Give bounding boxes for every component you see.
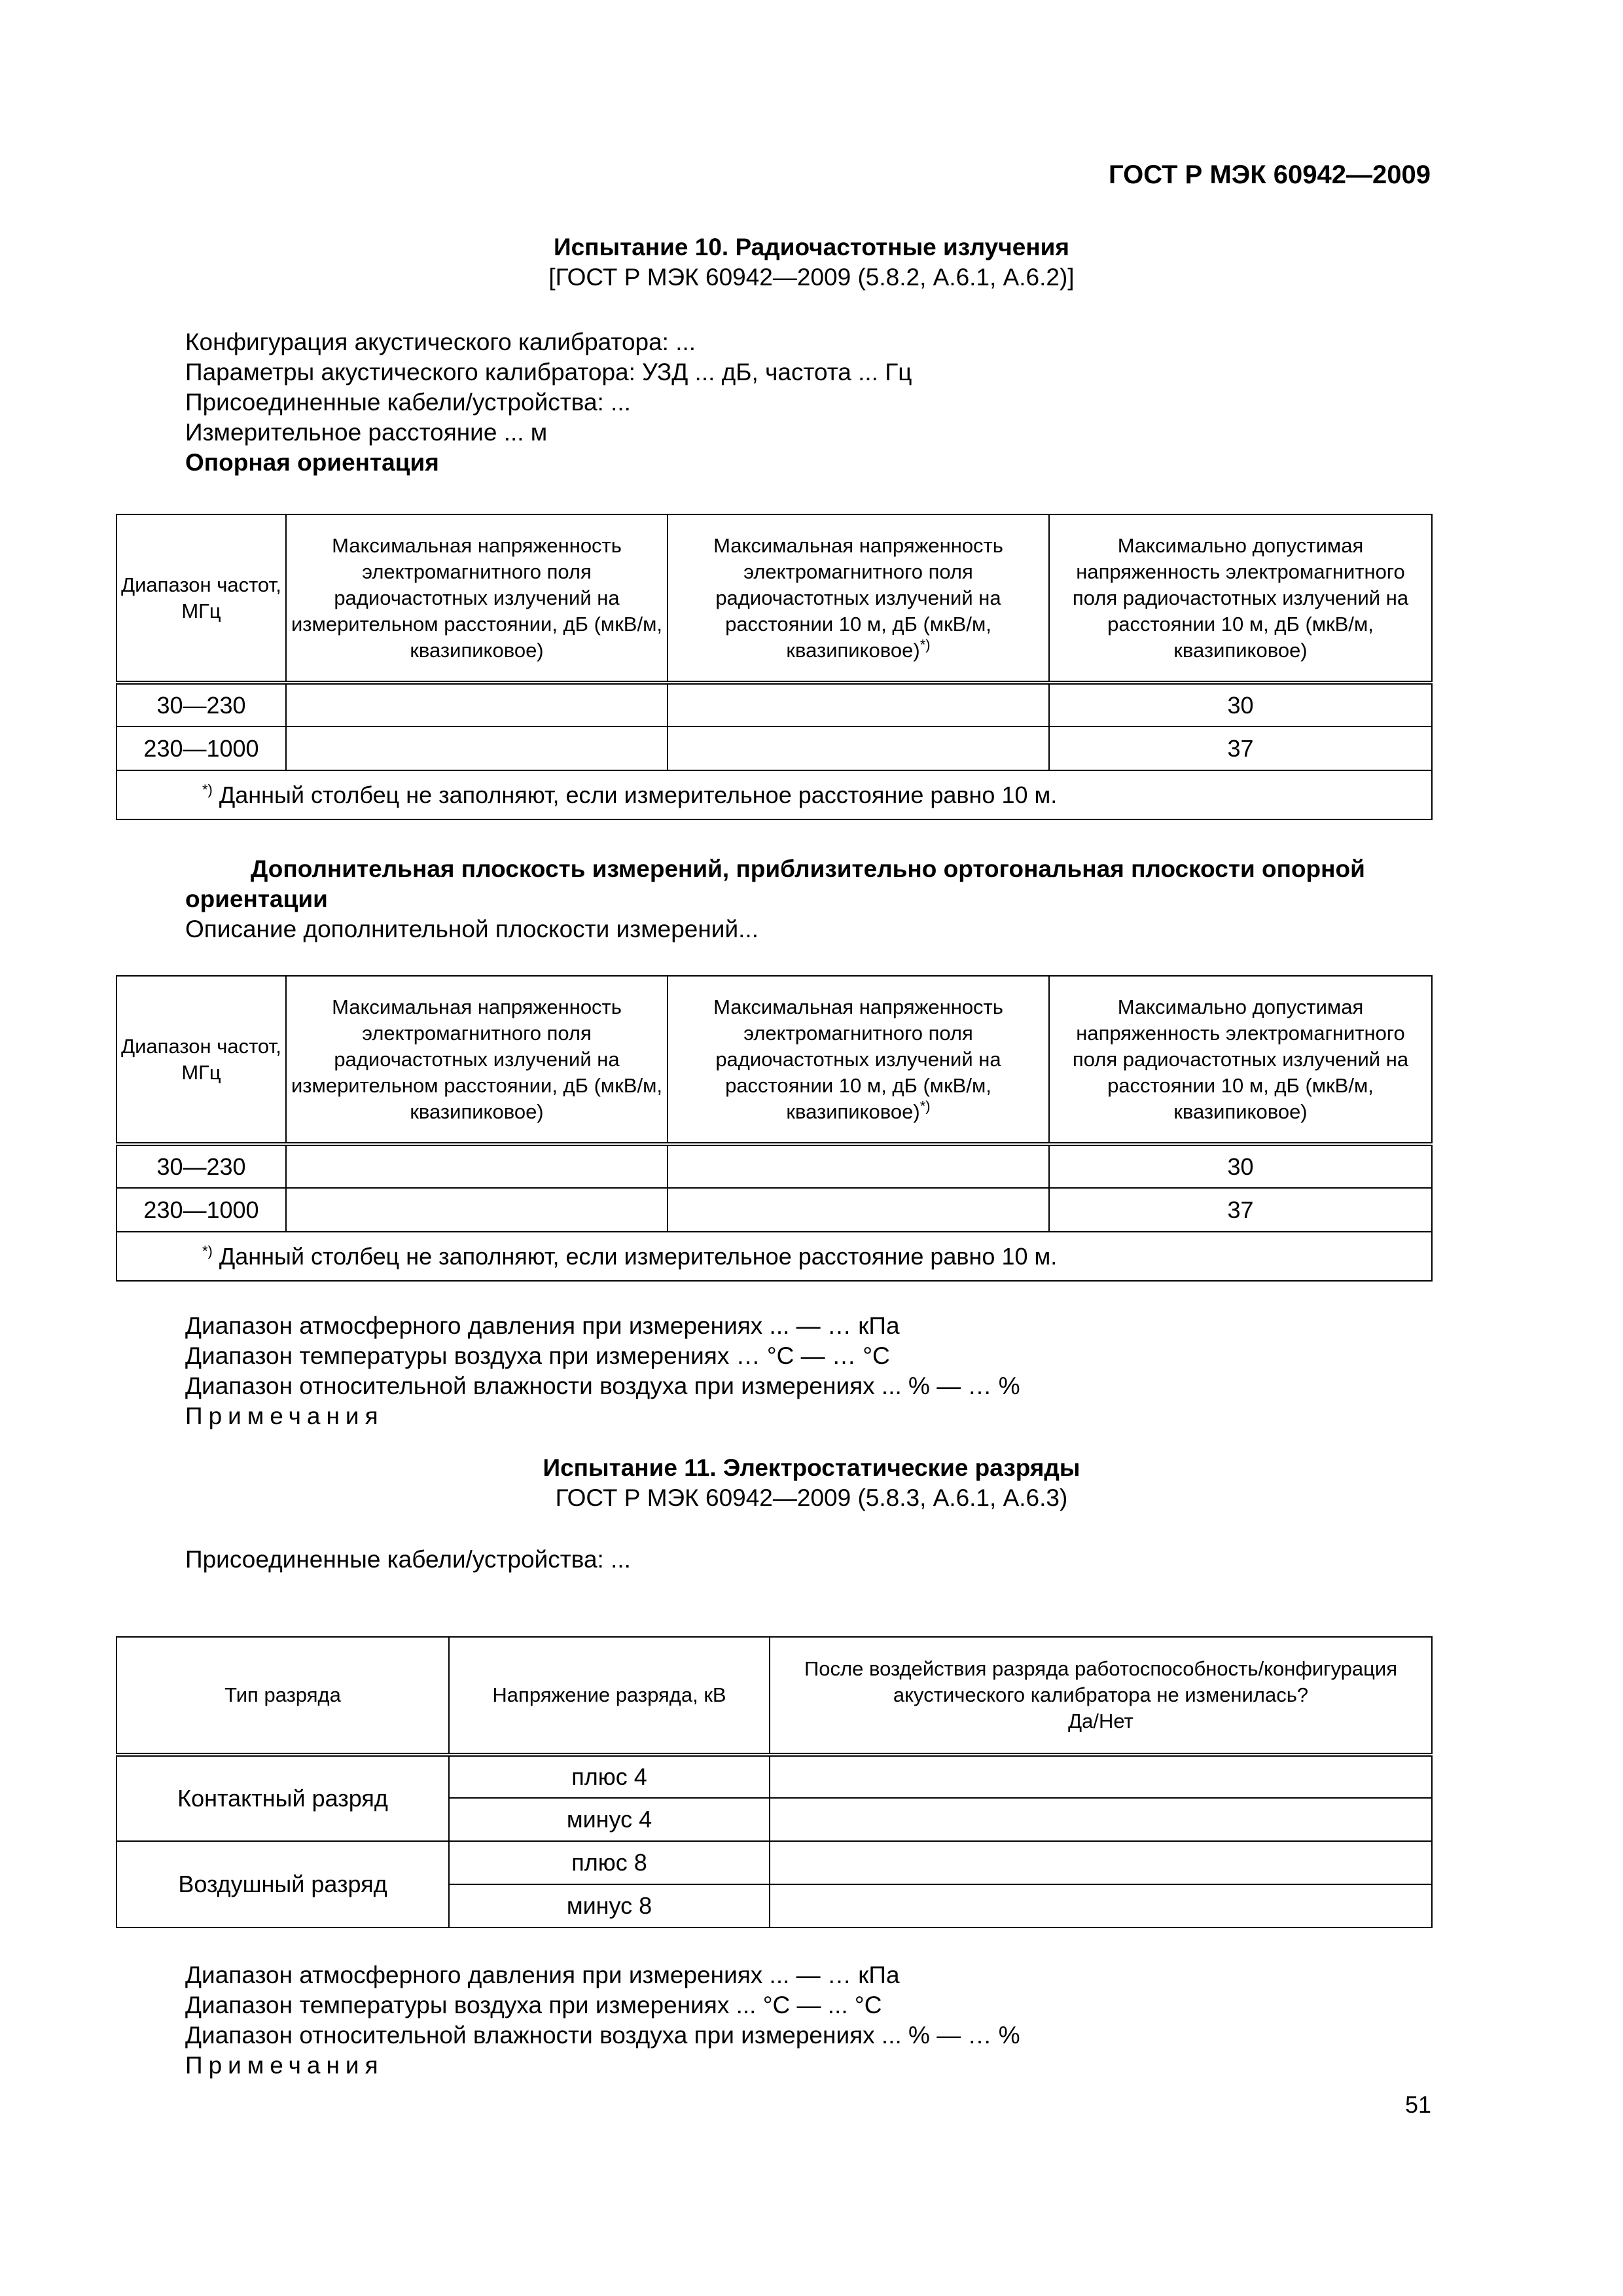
table-footnote-row [116,1232,1432,1281]
table-row [116,1188,1432,1232]
footnote-marker: *) [919,636,931,653]
params-line: Параметры акустического калибратора: УЗД ... дБ, частота ... Гц [185,359,912,386]
cell-discharge-type: Контактный разряд [116,1755,449,1841]
test11-reference: ГОСТ Р МЭК 60942—2009 (5.8.3, А.6.1, А.6.3) [555,1484,1068,1511]
cell-voltage: плюс 8 [449,1841,770,1884]
table-header-row [116,1637,1432,1755]
cell-allowed: 30 [1049,683,1432,726]
footnote-marker: *) [202,781,213,798]
test10-parameters [185,327,1431,478]
temperature-range: Диапазон температуры воздуха при измерениях … °С — … °С [185,1342,890,1369]
test10-reference: [ГОСТ Р МЭК 60942—2009 (5.8.2, А.6.1, А.6.2)] [548,264,1075,291]
distance-line: Измерительное расстояние ... м [185,419,548,446]
cell-result [770,1884,1432,1928]
config-line: Конфигурация акустического калибратора: ... [185,329,696,355]
pressure-range: Диапазон атмосферного давления при измерениях ... — … кПа [185,1312,900,1339]
table-row [116,1755,1432,1798]
footnote-marker: *) [919,1098,931,1115]
cell-at10m [668,1144,1049,1188]
temperature-range: Диапазон температуры воздуха при измерениях ... °С — ... °С [185,1992,882,2018]
page-number: 51 [1404,2091,1431,2118]
notes-label: Примечания [185,2052,384,2079]
cell-range: 30—230 [116,683,286,726]
table-row [116,1841,1432,1884]
esd-table [116,1636,1433,1928]
test10-conditions [185,1311,1431,1431]
cell-at10m [668,726,1049,770]
cables-line: Присоединенные кабели/устройства: ... [185,1546,631,1573]
col-max-10m-text: Максимальная напряженность электромагнитного поля радиочастотных излучений на расстоянии 10 м, дБ (мкВ/м, квазипиковое) [713,533,1003,662]
col-discharge-voltage: Напряжение разряда, кВ [449,1637,770,1755]
document-code: ГОСТ Р МЭК 60942—2009 [1108,160,1431,189]
col-result-question: После воздействия разряда работоспособность/конфигурация акустического калибратора не изменилась? [804,1657,1397,1706]
cables-line: Присоединенные кабели/устройства: ... [185,389,631,416]
cell-discharge-type: Воздушный разряд [116,1841,449,1928]
cell-measured [286,1144,668,1188]
test10-heading [0,232,1623,293]
test11-conditions [185,1960,1431,2081]
cell-range: 230—1000 [116,726,286,770]
table-footnote-row [116,770,1432,819]
col-result [770,1637,1432,1755]
additional-plane-heading: Дополнительная плоскость измерений, приблизительно ортогональная плоскости опорной ориентации [185,855,1365,912]
reference-orientation-heading: Опорная ориентация [185,449,439,476]
cell-at10m [668,683,1049,726]
additional-plane-section [185,854,1431,944]
test11-connected [185,1545,1431,1575]
col-max-allowed: Максимально допустимая напряженность электромагнитного поля радиочастотных излучений на расстоянии 10 м, дБ (мкВ/м, квазипиковое) [1049,976,1432,1144]
rf-emission-table-additional [116,975,1433,1282]
test11-title: Испытание 11. Электростатические разряды [543,1454,1080,1481]
humidity-range: Диапазон относительной влажности воздуха при измерениях ... % — … % [185,1372,1020,1399]
cell-voltage: плюс 4 [449,1755,770,1798]
col-range: Диапазон частот, МГц [116,514,286,683]
cell-voltage: минус 8 [449,1884,770,1928]
table-row [116,1144,1432,1188]
table-row [116,683,1432,726]
col-max-allowed: Максимально допустимая напряженность электромагнитного поля радиочастотных излучений на расстоянии 10 м, дБ (мкВ/м, квазипиковое) [1049,514,1432,683]
footnote-marker: *) [202,1242,213,1259]
additional-plane-description: Описание дополнительной плоскости измерений... [185,916,758,942]
cell-allowed: 30 [1049,1144,1432,1188]
pressure-range: Диапазон атмосферного давления при измерениях ... — … кПа [185,1962,900,1988]
table-footnote [116,1232,1432,1281]
humidity-range: Диапазон относительной влажности воздуха при измерениях ... % — … % [185,2022,1020,2049]
cell-voltage: минус 4 [449,1798,770,1841]
col-range: Диапазон частот, МГц [116,976,286,1144]
cell-result [770,1841,1432,1884]
test10-title: Испытание 10. Радиочастотные излучения [553,234,1070,260]
col-result-answer: Да/Нет [1068,1710,1133,1732]
cell-measured [286,1188,668,1232]
cell-measured [286,726,668,770]
col-max-10m [668,976,1049,1144]
table-row [116,726,1432,770]
table-header-row [116,976,1432,1144]
cell-range: 230—1000 [116,1188,286,1232]
cell-result [770,1798,1432,1841]
cell-at10m [668,1188,1049,1232]
test11-heading [0,1453,1623,1513]
rf-emission-table-reference [116,514,1433,820]
col-max-measured: Максимальная напряженность электромагнитного поля радиочастотных излучений на измерительном расстоянии, дБ (мкВ/м, квазипиковое) [286,976,668,1144]
table-footnote [116,770,1432,819]
footnote-text: Данный столбец не заполняют, если измерительное расстояние равно 10 м. [212,781,1058,808]
cell-allowed: 37 [1049,1188,1432,1232]
cell-result [770,1755,1432,1798]
col-discharge-type: Тип разряда [116,1637,449,1755]
notes-label: Примечания [185,1403,384,1429]
cell-measured [286,683,668,726]
footnote-text: Данный столбец не заполняют, если измерительное расстояние равно 10 м. [212,1242,1058,1270]
table-header-row [116,514,1432,683]
col-max-10m [668,514,1049,683]
cell-allowed: 37 [1049,726,1432,770]
col-max-10m-text: Максимальная напряженность электромагнитного поля радиочастотных излучений на расстоянии 10 м, дБ (мкВ/м, квазипиковое) [713,995,1003,1123]
col-max-measured: Максимальная напряженность электромагнитного поля радиочастотных излучений на измерительном расстоянии, дБ (мкВ/м, квазипиковое) [286,514,668,683]
cell-range: 30—230 [116,1144,286,1188]
